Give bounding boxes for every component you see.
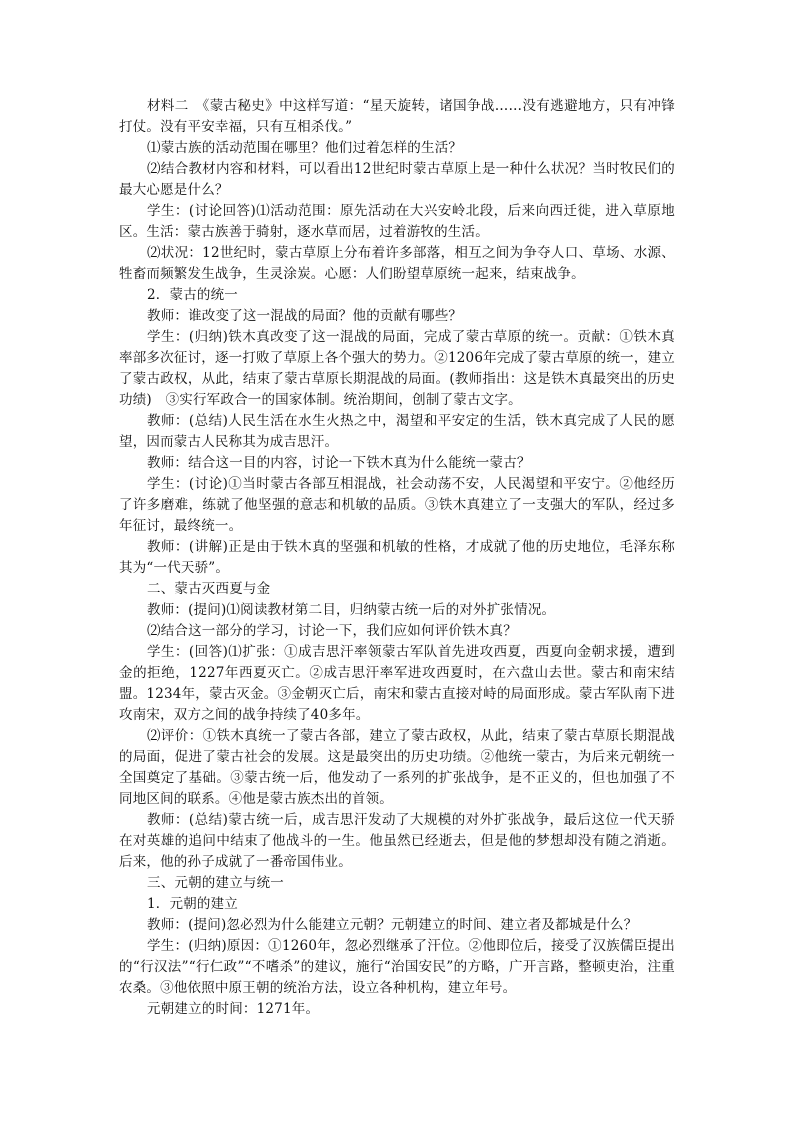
paragraph-question-evaluate: ⑵结合这一部分的学习，讨论一下，我们应如何评价铁木真？	[147, 623, 517, 639]
paragraph-question-1: ⑴蒙古族的活动范围在哪里？他们过着怎样的生活？	[147, 140, 463, 156]
section-heading-yuan-dynasty: 三、元朝的建立与统一	[147, 875, 284, 891]
paragraph-student-reasons: 学生：(归纳)原因：①1260年，忽必烈继承了汗位。②他即位后，接受了汉族儒臣提出的“行汉法”“行仁政”“不嗜杀”的建议，施行“治国安民”的方略，广开言路，整顿吏治，注重农桑。③他依照中原王朝的统治方法，设立各种机构，建立年号。	[119, 938, 675, 996]
paragraph-evaluation: ⑵评价：①铁木真统一了蒙古各部，建立了蒙古政权，从此，结束了蒙古草原长期混战的局面，促进了蒙古社会的发展。这是最突出的历史功绩。②他统一蒙古，为后来元朝统一全国奠定了基础。③蒙古统一后，他发动了一系列的扩张战争，是不正义的，但也加强了不同地区间的联系。④他是蒙古族杰出的首领。	[119, 728, 675, 807]
paragraph-question-2: ⑵结合教材内容和材料，可以看出12世纪时蒙古草原上是一种什么状况？当时牧民们的最大心愿是什么？	[119, 161, 675, 198]
paragraph-teacher-question-expansion: 教师：(提问)⑴阅读教材第二目，归纳蒙古统一后的对外扩张情况。	[147, 602, 556, 618]
paragraph-student-discussion: 学生：(讨论)①当时蒙古各部互相混战，社会动荡不安，人民渴望和平安宁。②他经历了许多磨难，练就了他坚强的意志和机敏的品质。③铁木真建立了一支强大的军队，经过多年征讨，最终统一。	[119, 476, 675, 534]
document-body	[119, 96, 675, 1020]
paragraph-founding-time: 元朝建立的时间：1271年。	[147, 1001, 320, 1017]
paragraph-teacher-explanation: 教师：(讲解)正是由于铁木真的坚强和机敏的性格，才成就了他的历史地位，毛泽东称其为“一代天骄”。	[119, 539, 675, 576]
paragraph-teacher-conclusion: 教师：(总结)蒙古统一后，成吉思汗发动了大规模的对外扩张战争，最后这位一代天骄在对英雄的追问中结束了他战斗的一生。他虽然已经逝去，但是他的梦想却没有随之消逝。后来，他的孙子成就了一番帝国伟业。	[119, 812, 675, 870]
paragraph-teacher-discussion: 教师：结合这一目的内容，讨论一下铁木真为什么能统一蒙古？	[147, 455, 531, 471]
paragraph-teacher-question-yuan: 教师：(提问)忽必烈为什么能建立元朝？元朝建立的时间、建立者及都城是什么？	[147, 917, 638, 933]
paragraph-student-answer-2: ⑵状况：12世纪时，蒙古草原上分布着许多部落，相互之间为争夺人口、草场、水源、牲畜而频繁发生战争，生灵涂炭。心愿：人们盼望草原统一起来，结束战争。	[119, 245, 675, 282]
paragraph-student-summary: 学生：(归纳)铁木真改变了这一混战的局面，完成了蒙古草原的统一。贡献：①铁木真率部多次征讨，逐一打败了草原上各个强大的势力。②1206年完成了蒙古草原的统一，建立了蒙古政权，从此，结束了蒙古草原长期混战的局面。(教师指出：这是铁木真最突出的历史功绩) ③实行军政合一的国家体制。统治期间，创制了蒙古文字。	[119, 329, 675, 408]
paragraph-teacher-question: 教师：谁改变了这一混战的局面？他的贡献有哪些？	[147, 308, 463, 324]
paragraph-student-expansion: 学生：(回答)⑴扩张：①成吉思汗率领蒙古军队首先进攻西夏，西夏向金朝求援，遭到金的拒绝，1227年西夏灭亡。②成吉思汗率军进攻西夏时，在六盘山去世。蒙古和南宋结盟。1234年，蒙古灭金。③金朝灭亡后，南宋和蒙古直接对峙的局面形成。蒙古军队南下进攻南宋，双方之间的战争持续了40多年。	[119, 644, 675, 723]
section-heading-mongol-unification: 2．蒙古的统一	[147, 287, 238, 303]
section-heading-xixia-jin: 二、蒙古灭西夏与金	[147, 581, 271, 597]
paragraph-student-answer-1: 学生：(讨论回答)⑴活动范围：原先活动在大兴安岭北段，后来向西迁徙，进入草原地区。生活：蒙古族善于骑射，逐水草而居，过着游牧的生活。	[119, 203, 675, 240]
subsection-heading-yuan-founding: 1．元朝的建立	[147, 896, 238, 912]
paragraph-teacher-summary: 教师：(总结)人民生活在水生火热之中，渴望和平安定的生活，铁木真完成了人民的愿望，因而蒙古人民称其为成吉思汗。	[119, 413, 675, 450]
paragraph-material-two: 材料二 《蒙古秘史》中这样写道：“星天旋转，诸国争战……没有逃避地方，只有冲锋打仗。没有平安幸福，只有互相杀伐。”	[119, 98, 675, 135]
